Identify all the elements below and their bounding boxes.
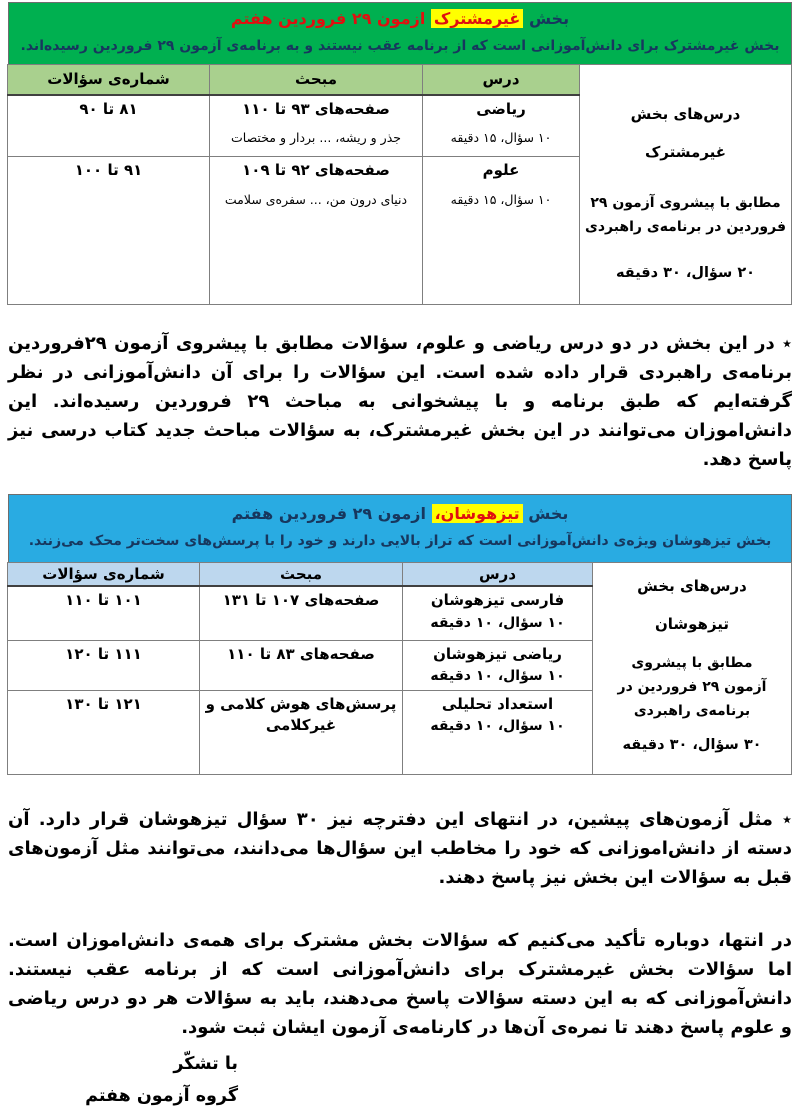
signature-team: گروه آزمون هفتم [85, 1085, 238, 1106]
column-header-lesson: درس [423, 65, 580, 95]
lesson-cell: استعداد تحلیلی ۱۰ سؤال، ۱۰ دقیقه [403, 690, 593, 774]
noncommon-title-highlight: غیرمشترک [431, 9, 523, 28]
topic-cell: پرسش‌های هوش کلامی و غیرکلامی [200, 690, 403, 774]
talented-title-prefix: بخش [528, 504, 569, 523]
noncommon-section-title [13, 8, 787, 30]
talented-side-total: ۳۰ سؤال، ۳۰ دقیقه [622, 737, 762, 753]
talented-section-banner [8, 494, 792, 562]
talented-side-cell [593, 563, 792, 775]
talented-side-title: درس‌های بخش تیزهوشان [637, 577, 747, 633]
signature-block [8, 1048, 238, 1112]
noncommon-side-total: ۲۰ سؤال، ۳۰ دقیقه [615, 265, 756, 281]
column-header-lesson: درس [403, 563, 593, 587]
column-header-numbers: شماره‌ی سؤالات [8, 563, 200, 587]
topic-cell: صفحه‌های ۸۳ تا ۱۱۰ [200, 640, 403, 690]
column-header-topic: مبحث [210, 65, 423, 95]
numbers-cell: ۱۲۱ تا ۱۳۰ [8, 690, 200, 774]
talented-note-paragraph: ٭ مثل آزمون‌های پیشین، در انتهای این دفترچه نیز ۳۰ سؤال تیزهوشان قرار دارد. آن دسته از دانش‌اموزانی که خود را مخاطب این سؤال‌ها می‌دانند، می‌توانند مثل آزمون‌های قبل به سؤالات این بخش نیز پاسخ دهند. [8, 808, 792, 888]
noncommon-side-cell [580, 65, 792, 305]
lesson-cell: فارسی تیزهوشان ۱۰ سؤال، ۱۰ دقیقه [403, 586, 593, 640]
talented-title-highlight: تیزهوشان، [432, 504, 523, 523]
topic-cell: صفحه‌های ۹۲ تا ۱۰۹ دنیای درون من، ... سفره‌ی سلامت [210, 157, 423, 305]
talented-section-title [13, 503, 787, 525]
numbers-cell: ۸۱ تا ۹۰ [8, 95, 210, 157]
noncommon-section-banner [8, 2, 792, 64]
topic-cell: صفحه‌های ۹۳ تا ۱۱۰ جذر و ریشه، ... بردار و مختصات [210, 95, 423, 157]
lesson-cell: علوم ۱۰ سؤال، ۱۵ دقیقه [423, 157, 580, 305]
noncommon-table [7, 64, 792, 305]
column-header-numbers: شماره‌ی سؤالات [8, 65, 210, 95]
noncommon-section-subtitle: بخش غیرمشترک برای دانش‌آموزانی است که از برنامه عقب نیستند و به برنامه‌ی آزمون ۲۹ فروردین رسیده‌اند. [20, 38, 780, 54]
lesson-cell: ریاضی تیزهوشان ۱۰ سؤال، ۱۰ دقیقه [403, 640, 593, 690]
talented-title-suffix: ازمون ۲۹ فروردین هفتم [231, 504, 426, 523]
numbers-cell: ۱۱۱ تا ۱۲۰ [8, 640, 200, 690]
closing-paragraph: در انتها، دوباره تأکید می‌کنیم که سؤالات بخش مشترک برای همه‌ی دانش‌اموزان است. اما سؤالات بخش غیرمشترک برای دانش‌آموزانی است که از برنامه عقب نیستند. دانش‌آموزانی که به این دسته سؤالات پاسخ می‌دهند، باید به سؤالات هر دو درس ریاضی و علوم پاسخ دهند تا نمره‌ی آن‌ها در کارنامه‌ی آزمون ایشان ثبت شود. [8, 929, 792, 1038]
signature-thanks: با تشکّر [173, 1053, 238, 1074]
noncommon-title-suffix: ازمون ۲۹ فروردین هفتم [230, 9, 426, 28]
talented-side-middle: مطابق با پیشروی آزمون ۲۹ فروردین در برنامه‌ی راهبردی [617, 655, 767, 719]
noncommon-side-middle: مطابق با پیشروی آزمون ۲۹ فروردین در برنامه‌ی راهبردی [584, 195, 787, 235]
numbers-cell: ۱۰۱ تا ۱۱۰ [8, 586, 200, 640]
noncommon-title-prefix: بخش [528, 9, 570, 28]
noncommon-note-paragraph: ٭ در این بخش در دو درس ریاضی و علوم، سؤالات مطابق با پیشروی آزمون ۲۹فروردین برنامه‌ی راهبردی قرار داده شده است. این سؤالات را برای آن دانش‌آموزانی در نظر گرفته‌ایم که طبق برنامه و با پیشخوانی به مباحث ۲۹ فروردین رسیده‌اند. این دانش‌اموزان می‌توانند در این بخش غیرمشترک، به سؤالات مباحث جدید کتاب درسی نیز پاسخ دهد. [8, 333, 792, 470]
lesson-cell: ریاضی ۱۰ سؤال، ۱۵ دقیقه [423, 95, 580, 157]
noncommon-side-title: درس‌های بخش غیرمشترک [630, 105, 741, 161]
topic-cell: صفحه‌های ۱۰۷ تا ۱۳۱ [200, 586, 403, 640]
talented-table [7, 562, 792, 775]
talented-section-subtitle: بخش تیزهوشان ویژه‌ی دانش‌آموزانی است که تراز بالایی دارند و خود را با پرسش‌های سخت‌تر محک می‌زنند. [28, 533, 772, 549]
column-header-topic: مبحث [200, 563, 403, 587]
numbers-cell: ۹۱ تا ۱۰۰ [8, 157, 210, 305]
